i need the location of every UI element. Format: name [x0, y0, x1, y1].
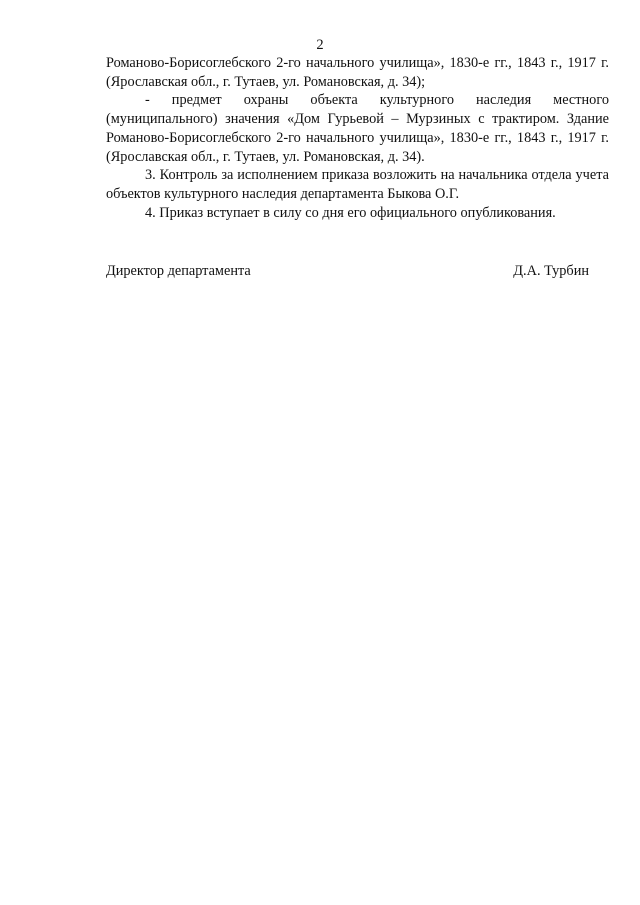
- paragraph-item-3: 3. Контроль за исполнением приказа возложить на начальника отдела учета объектов культурного наследия департамента Быкова О.Г.: [106, 167, 609, 202]
- paragraph-protection-subject: - предмет охраны объекта культурного наследия местного (муниципального) значения «Дом Гурьевой – Мурзиных с трактиром. Здание Романово-Борисоглебского 2-го начального училища», 1830-е гг., 1843 г., 1917 г. (Ярославская обл., г. Тутаев, ул. Романовская, д. 34).: [106, 92, 609, 165]
- signatory-name: Д.А. Турбин: [513, 263, 589, 279]
- signature-block: [106, 262, 589, 280]
- document-body: [106, 54, 609, 222]
- signatory-position: Директор департамента: [106, 263, 251, 279]
- paragraph-continuation: Романово-Борисоглебского 2-го начального училища», 1830-е гг., 1843 г., 1917 г. (Ярославская обл., г. Тутаев, ул. Романовская, д. 34);: [106, 55, 609, 90]
- page-number: 2: [316, 37, 324, 53]
- paragraph-item-4: 4. Приказ вступает в силу со дня его официального опубликования.: [145, 204, 556, 221]
